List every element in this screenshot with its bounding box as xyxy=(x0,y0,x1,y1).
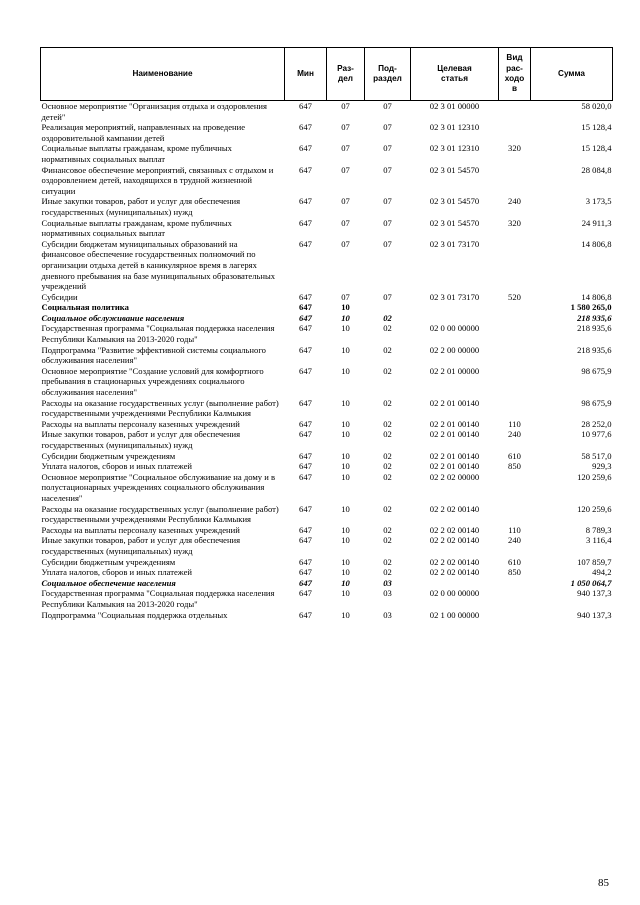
table-row xyxy=(41,429,613,450)
table-row xyxy=(41,143,613,164)
cell-expense-type: 520 xyxy=(508,291,521,302)
cell-subsection: 07 xyxy=(383,196,392,207)
cell-name: Социальные выплаты гражданам, кроме публичных нормативных социальных выплат xyxy=(41,143,232,164)
table-row xyxy=(41,122,613,143)
cell-section: 07 xyxy=(341,164,350,175)
cell-name: Расходы на оказание государственных услуг (выполнение работ) государственными учреждениями Республики Калмыкия xyxy=(41,397,279,419)
cell-subsection: 02 xyxy=(383,312,392,323)
cell-subsection: 07 xyxy=(383,122,392,133)
cell-expense-type xyxy=(499,101,531,123)
cell-amount: 218 935,6 xyxy=(577,312,612,323)
cell-section: 10 xyxy=(341,397,350,408)
cell-expense-type xyxy=(499,345,531,366)
cell-name: Подпрограмма "Социальная поддержка отдельных xyxy=(41,609,228,620)
cell-expense-type: 320 xyxy=(508,143,521,154)
cell-min: 647 xyxy=(299,217,312,228)
page-number: 85 xyxy=(598,877,609,889)
table-header xyxy=(41,48,613,101)
cell-target-article: 02 2 02 00140 xyxy=(429,535,480,546)
cell-amount: 494,2 xyxy=(592,567,612,578)
cell-expense-type xyxy=(499,323,531,344)
cell-min: 647 xyxy=(299,588,312,599)
cell-amount: 14 806,8 xyxy=(581,238,612,249)
cell-amount: 28 252,0 xyxy=(581,418,612,429)
cell-expense-type xyxy=(499,610,531,621)
table-row xyxy=(41,313,613,324)
cell-name: Иные закупки товаров, работ и услуг для обеспечения государственных (муниципальных) нужд xyxy=(41,196,241,217)
cell-amount: 58 517,0 xyxy=(581,450,612,461)
cell-amount: 14 806,8 xyxy=(581,291,612,302)
header-subsection: Под- раздел xyxy=(365,48,411,101)
cell-name: Расходы на выплаты персоналу казенных учреждений xyxy=(41,524,240,535)
header-target-article: Целевая статья xyxy=(411,48,499,101)
cell-section: 10 xyxy=(341,344,350,355)
cell-amount: 120 259,6 xyxy=(577,503,612,514)
table-row xyxy=(41,239,613,292)
table-row xyxy=(41,218,613,239)
cell-section: 10 xyxy=(341,302,350,313)
cell-name: Субсидии xyxy=(41,291,78,302)
cell-section: 10 xyxy=(341,312,350,323)
cell-name: Расходы на оказание государственных услуг (выполнение работ) государственными учреждениями Республики Калмыкия xyxy=(41,503,279,525)
cell-amount: 1 580 265,0 xyxy=(570,302,612,313)
cell-amount: 929,3 xyxy=(592,461,612,472)
cell-section: 07 xyxy=(341,143,350,154)
cell-min: 647 xyxy=(299,323,312,334)
header-name: Наименование xyxy=(41,48,285,101)
table-body xyxy=(41,101,613,621)
cell-expense-type xyxy=(499,165,531,197)
cell-subsection xyxy=(365,302,411,313)
cell-expense-type: 240 xyxy=(508,535,521,546)
cell-min: 647 xyxy=(299,312,312,323)
cell-subsection: 02 xyxy=(383,471,392,482)
cell-section: 10 xyxy=(341,429,350,440)
cell-amount: 10 977,6 xyxy=(581,429,612,440)
cell-subsection: 07 xyxy=(383,101,392,111)
cell-target-article: 02 2 01 00140 xyxy=(429,461,480,472)
cell-name: Иные закупки товаров, работ и услуг для обеспечения государственных (муниципальных) нужд xyxy=(41,429,241,450)
cell-section: 07 xyxy=(341,217,350,228)
cell-target-article: 02 3 01 73170 xyxy=(429,238,480,249)
cell-min: 647 xyxy=(299,418,312,429)
cell-target-article xyxy=(411,578,499,589)
cell-subsection: 07 xyxy=(383,238,392,249)
cell-target-article: 02 3 01 54570 xyxy=(429,217,480,228)
budget-table xyxy=(40,47,613,620)
cell-section: 10 xyxy=(341,461,350,472)
cell-section: 07 xyxy=(341,238,350,249)
cell-subsection: 02 xyxy=(383,535,392,546)
cell-min: 647 xyxy=(299,397,312,408)
cell-min: 647 xyxy=(299,503,312,514)
table-row xyxy=(41,567,613,578)
cell-min: 647 xyxy=(299,238,312,249)
cell-expense-type: 320 xyxy=(508,217,521,228)
cell-section: 10 xyxy=(341,418,350,429)
cell-subsection: 02 xyxy=(383,418,392,429)
cell-name: Иные закупки товаров, работ и услуг для обеспечения государственных (муниципальных) нужд xyxy=(41,535,241,556)
cell-name: Субсидии бюджетным учреждениям xyxy=(41,556,176,567)
table-row xyxy=(41,366,613,398)
cell-name: Уплата налогов, сборов и иных платежей xyxy=(41,567,193,578)
cell-amount: 3 173,5 xyxy=(585,196,612,207)
cell-min: 647 xyxy=(299,101,312,111)
cell-amount: 940 137,3 xyxy=(577,588,612,599)
table-row xyxy=(41,461,613,472)
cell-section: 07 xyxy=(341,101,350,111)
cell-subsection: 07 xyxy=(383,291,392,302)
cell-section: 10 xyxy=(341,556,350,567)
header-section: Раз- дел xyxy=(327,48,365,101)
cell-subsection: 02 xyxy=(383,567,392,578)
cell-min: 647 xyxy=(299,471,312,482)
cell-section: 10 xyxy=(341,535,350,546)
cell-min: 647 xyxy=(299,344,312,355)
cell-expense-type xyxy=(499,239,531,292)
cell-subsection: 07 xyxy=(383,143,392,154)
cell-amount: 15 128,4 xyxy=(581,122,612,133)
cell-expense-type: 110 xyxy=(508,524,521,535)
cell-target-article: 02 2 01 00140 xyxy=(429,418,480,429)
cell-section: 07 xyxy=(341,196,350,207)
table-row xyxy=(41,525,613,536)
table-row xyxy=(41,610,613,621)
cell-expense-type xyxy=(499,588,531,609)
table-row xyxy=(41,451,613,462)
cell-target-article: 02 3 01 00000 xyxy=(429,101,480,111)
cell-name: Социальное обслуживание населения xyxy=(41,312,185,323)
cell-expense-type: 110 xyxy=(508,418,521,429)
cell-section: 07 xyxy=(341,122,350,133)
cell-expense-type xyxy=(499,398,531,419)
cell-target-article: 02 2 02 00140 xyxy=(429,567,480,578)
cell-subsection: 02 xyxy=(383,344,392,355)
cell-target-article: 02 2 01 00000 xyxy=(429,365,480,376)
cell-target-article xyxy=(411,313,499,324)
table-row xyxy=(41,578,613,589)
table-row xyxy=(41,345,613,366)
table-row xyxy=(41,557,613,568)
cell-subsection: 02 xyxy=(383,365,392,376)
cell-subsection: 02 xyxy=(383,397,392,408)
table-row xyxy=(41,323,613,344)
cell-section: 10 xyxy=(341,323,350,334)
cell-subsection: 03 xyxy=(383,577,392,588)
header-amount: Сумма xyxy=(531,48,613,101)
cell-expense-type xyxy=(499,366,531,398)
table-row xyxy=(41,196,613,217)
cell-min: 647 xyxy=(299,461,312,472)
table-row xyxy=(41,535,613,556)
cell-name: Социальная политика xyxy=(41,302,129,313)
cell-subsection: 02 xyxy=(383,524,392,535)
cell-target-article: 02 2 01 00140 xyxy=(429,429,480,440)
cell-target-article: 02 2 01 00140 xyxy=(429,397,480,408)
cell-expense-type xyxy=(499,302,531,313)
cell-min: 647 xyxy=(299,577,312,588)
cell-name: Субсидии бюджетным учреждениям xyxy=(41,450,176,461)
cell-target-article: 02 3 01 12310 xyxy=(429,122,480,133)
cell-expense-type xyxy=(499,504,531,525)
cell-target-article: 02 3 01 73170 xyxy=(429,291,480,302)
cell-amount: 120 259,6 xyxy=(577,471,612,482)
cell-expense-type xyxy=(499,472,531,504)
cell-min: 647 xyxy=(299,609,312,620)
cell-section: 10 xyxy=(341,588,350,599)
cell-target-article xyxy=(411,302,499,313)
cell-subsection: 03 xyxy=(383,609,392,620)
cell-amount: 15 128,4 xyxy=(581,143,612,154)
cell-target-article: 02 2 02 00140 xyxy=(429,524,480,535)
cell-name: Субсидии бюджетам муниципальных образований на финансовое обеспечение государственных полномочий по организации отдыха детей в каникулярное время в лагерях дневного пребывания на базе муниципальных образовательных учреждений xyxy=(41,238,276,292)
cell-min: 647 xyxy=(299,535,312,546)
cell-min: 647 xyxy=(299,164,312,175)
cell-target-article: 02 3 01 12310 xyxy=(429,143,480,154)
cell-name: Государственная программа "Социальная поддержка населения Республики Калмыкия на 2013-2020 годы" xyxy=(41,323,275,345)
cell-subsection: 02 xyxy=(383,461,392,472)
cell-target-article: 02 3 01 54570 xyxy=(429,196,480,207)
cell-section: 10 xyxy=(341,524,350,535)
cell-section: 10 xyxy=(341,471,350,482)
cell-section: 10 xyxy=(341,609,350,620)
cell-subsection: 02 xyxy=(383,429,392,440)
cell-expense-type: 850 xyxy=(508,567,521,578)
cell-min: 647 xyxy=(299,365,312,376)
cell-name: Расходы на выплаты персоналу казенных учреждений xyxy=(41,418,240,429)
cell-name: Финансовое обеспечение мероприятий, связанных с отдыхом и оздоровлением детей, находящихся в трудной жизненной ситуации xyxy=(41,164,274,196)
cell-amount: 58 020,0 xyxy=(581,101,612,111)
cell-target-article: 02 0 00 00000 xyxy=(429,588,480,599)
cell-amount: 8 789,3 xyxy=(585,524,612,535)
cell-subsection: 02 xyxy=(383,503,392,514)
cell-min: 647 xyxy=(299,429,312,440)
cell-target-article: 02 0 00 00000 xyxy=(429,323,480,334)
cell-amount: 24 911,3 xyxy=(581,217,612,228)
cell-target-article: 02 1 00 00000 xyxy=(429,609,480,620)
cell-min: 647 xyxy=(299,556,312,567)
cell-amount: 28 084,8 xyxy=(581,164,612,175)
cell-amount: 218 935,6 xyxy=(577,344,612,355)
cell-expense-type: 610 xyxy=(508,556,521,567)
cell-min: 647 xyxy=(299,122,312,133)
cell-expense-type: 850 xyxy=(508,461,521,472)
cell-subsection: 03 xyxy=(383,588,392,599)
cell-subsection: 07 xyxy=(383,164,392,175)
cell-name: Социальные выплаты гражданам, кроме публичных нормативных социальных выплат xyxy=(41,217,232,239)
cell-name: Подпрограмма "Развитие эффективной системы социального обслуживания населения" xyxy=(41,344,266,366)
cell-section: 10 xyxy=(341,450,350,461)
cell-subsection: 07 xyxy=(383,217,392,228)
cell-amount: 98 675,9 xyxy=(581,397,612,408)
cell-name: Государственная программа "Социальная поддержка населения Республики Калмыкия на 2013-2020 годы" xyxy=(41,588,275,609)
table-row xyxy=(41,101,613,123)
table-row xyxy=(41,419,613,430)
cell-amount: 3 116,4 xyxy=(586,535,612,546)
table-row xyxy=(41,398,613,419)
cell-min: 647 xyxy=(299,302,312,313)
table-row xyxy=(41,292,613,303)
cell-section: 10 xyxy=(341,365,350,376)
table-row xyxy=(41,165,613,197)
cell-subsection: 02 xyxy=(383,450,392,461)
cell-target-article: 02 3 01 54570 xyxy=(429,164,480,175)
cell-name: Социальное обеспечение населения xyxy=(41,577,176,588)
cell-min: 647 xyxy=(299,196,312,207)
cell-expense-type xyxy=(499,578,531,589)
cell-amount: 1 050 064,7 xyxy=(570,577,612,588)
cell-subsection: 02 xyxy=(383,323,392,334)
cell-section: 10 xyxy=(341,567,350,578)
cell-expense-type: 610 xyxy=(508,450,521,461)
header-min: Мин xyxy=(285,48,327,101)
cell-min: 647 xyxy=(299,143,312,154)
cell-section: 10 xyxy=(341,503,350,514)
cell-target-article: 02 2 02 00140 xyxy=(429,556,480,567)
cell-min: 647 xyxy=(299,524,312,535)
cell-target-article: 02 2 02 00140 xyxy=(429,503,480,514)
cell-target-article: 02 2 02 00000 xyxy=(429,471,480,482)
cell-amount: 218 935,6 xyxy=(577,323,612,334)
header-expense-type: Вид рас- ходо в xyxy=(499,48,531,101)
cell-min: 647 xyxy=(299,567,312,578)
cell-target-article: 02 2 00 00000 xyxy=(429,344,480,355)
cell-amount: 940 137,3 xyxy=(577,609,612,620)
cell-expense-type: 240 xyxy=(508,196,521,207)
cell-section: 10 xyxy=(341,577,350,588)
cell-amount: 98 675,9 xyxy=(581,365,612,376)
cell-expense-type xyxy=(499,313,531,324)
table-row xyxy=(41,472,613,504)
table-row xyxy=(41,504,613,525)
table-row xyxy=(41,302,613,313)
cell-subsection: 02 xyxy=(383,556,392,567)
cell-name: Основное мероприятие "Организация отдыха и оздоровления детей" xyxy=(41,101,267,122)
cell-name: Основное мероприятие "Социальное обслуживание на дому и в полустационарных учреждениях социального обслуживания населения" xyxy=(41,471,276,503)
cell-name: Основное мероприятие "Создание условий для комфортного пребывания в стационарных учреждениях социального обслуживания населения" xyxy=(41,365,264,398)
cell-name: Уплата налогов, сборов и иных платежей xyxy=(41,461,193,472)
cell-min: 647 xyxy=(299,450,312,461)
cell-expense-type xyxy=(499,122,531,143)
cell-name: Реализация мероприятий, направленных на проведение оздоровительной кампании детей xyxy=(41,122,246,143)
cell-target-article: 02 2 01 00140 xyxy=(429,450,480,461)
cell-amount: 107 859,7 xyxy=(577,556,612,567)
cell-section: 07 xyxy=(341,291,350,302)
cell-min: 647 xyxy=(299,291,312,302)
table-row xyxy=(41,588,613,609)
cell-expense-type: 240 xyxy=(508,429,521,440)
